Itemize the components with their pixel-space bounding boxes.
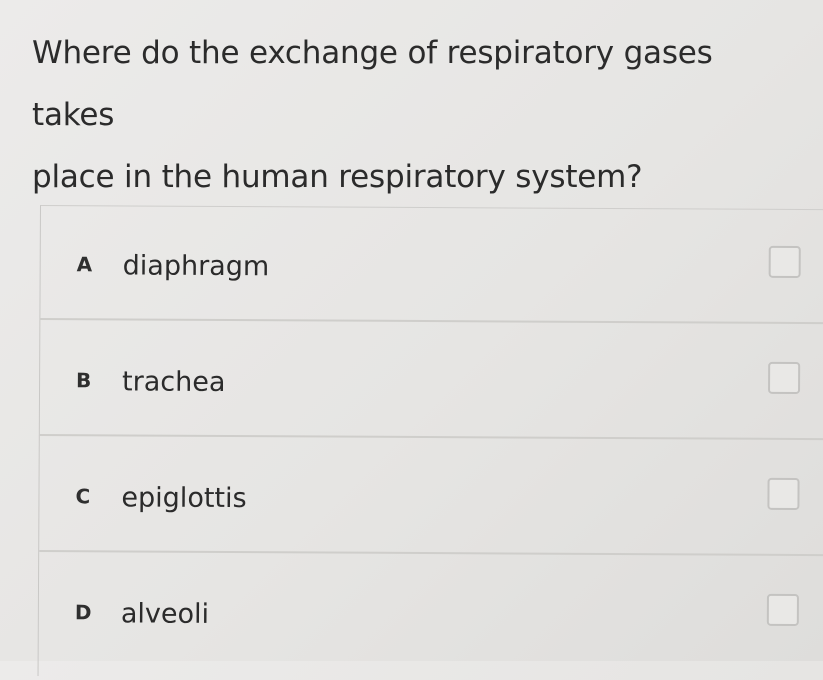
choice-d[interactable]	[39, 554, 823, 672]
choice-letter: A	[76, 252, 93, 277]
choice-b[interactable]	[40, 322, 823, 440]
choice-label: diaphragm	[122, 250, 270, 283]
checkbox-a[interactable]	[769, 246, 801, 278]
choice-letter: B	[76, 368, 92, 393]
checkbox-d[interactable]	[767, 594, 799, 626]
question-line-2: place in the human respiratory system?	[32, 159, 643, 195]
choice-label: alveoli	[120, 598, 210, 630]
choice-letter: D	[74, 600, 92, 625]
checkbox-c[interactable]	[767, 478, 799, 510]
choice-c[interactable]	[39, 438, 823, 556]
checkbox-b[interactable]	[768, 362, 800, 394]
answer-choices	[38, 205, 823, 680]
question-line-1: Where do the exchange of respiratory gases takes	[32, 35, 713, 133]
choice-label: epiglottis	[121, 482, 247, 515]
question-text	[32, 22, 802, 208]
choice-label: trachea	[121, 366, 226, 398]
choice-letter: C	[75, 484, 91, 509]
choice-a[interactable]	[40, 206, 823, 324]
